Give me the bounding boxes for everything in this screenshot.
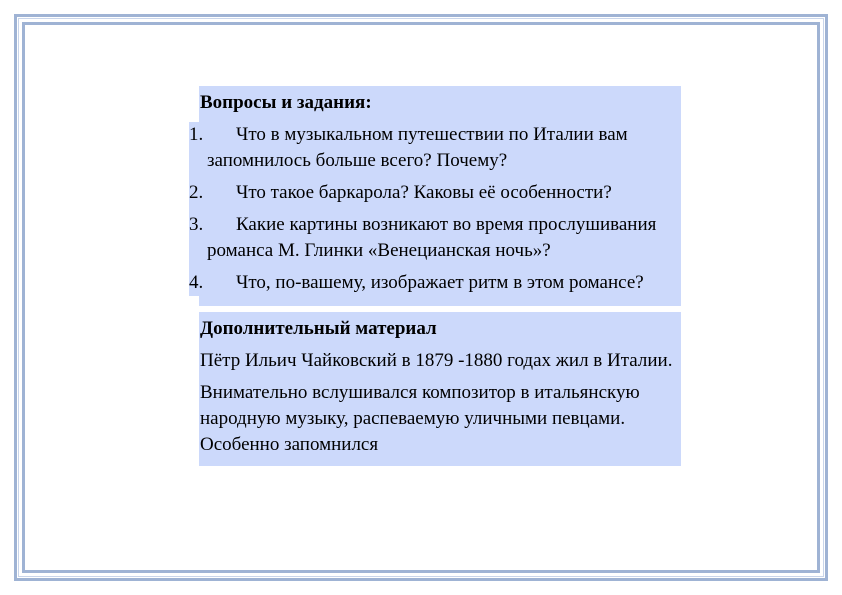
question-item (189, 212, 681, 264)
question-item (189, 180, 681, 206)
extra-paragraph: Внимательно вслушивался композитор в итальянскую народную музыку, распеваемую уличными певцами. Особенно запомнился (200, 382, 640, 455)
question-number: 2. (189, 182, 204, 203)
questions-block (189, 86, 681, 306)
question-text: Что, по-вашему, изображает ритм в этом романсе? (236, 272, 644, 293)
question-number: 3. (189, 214, 204, 235)
question-item (189, 270, 681, 296)
question-number: 1. (189, 124, 204, 145)
extra-material-heading: Дополнительный материал (200, 318, 437, 339)
extra-material-block (199, 312, 681, 466)
extra-paragraph: Пётр Ильич Чайковский в 1879 -1880 годах жил в Италии. (200, 350, 673, 371)
question-item (189, 122, 681, 174)
question-number: 4. (189, 272, 204, 293)
questions-heading: Вопросы и задания: (200, 92, 372, 113)
question-text: Какие картины возникают во время прослушивания романса М. Глинки «Венецианская ночь»? (207, 214, 657, 261)
slide-content (189, 86, 681, 466)
question-text: Что такое баркарола? Каковы её особенности? (236, 182, 612, 203)
questions-list (189, 122, 681, 296)
question-text: Что в музыкальном путешествии по Италии вам запомнилось больше всего? Почему? (207, 124, 628, 171)
